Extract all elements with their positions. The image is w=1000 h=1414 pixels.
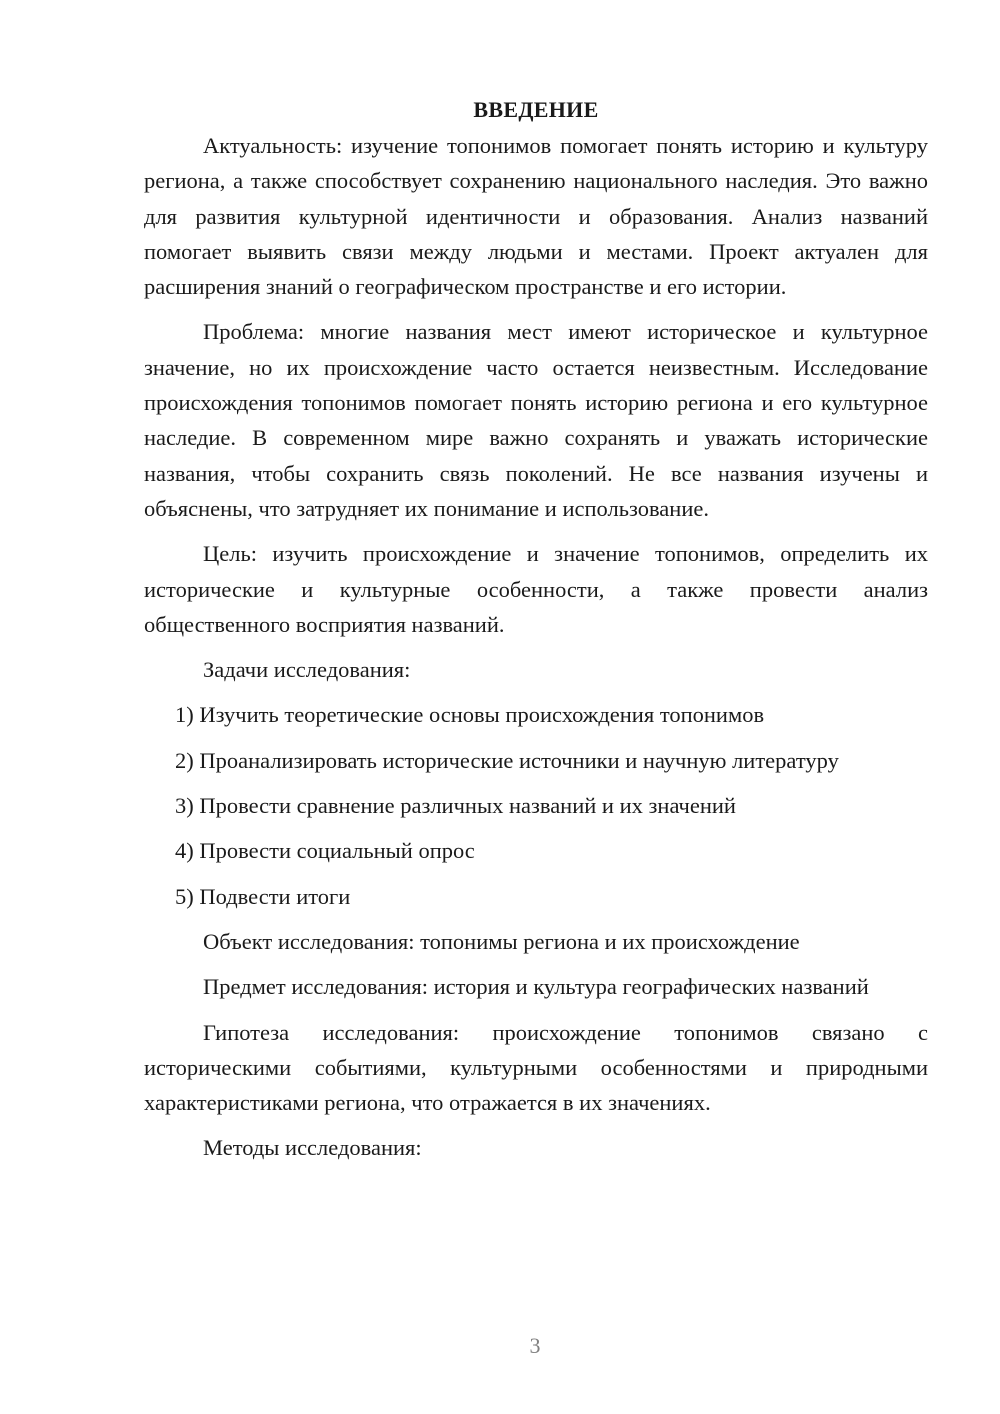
methods-heading: Методы исследования: — [203, 1135, 422, 1161]
document-page — [144, 92, 928, 1176]
subject-paragraph: Предмет исследования: история и культура географических названий — [203, 974, 869, 1000]
tasks-list — [144, 697, 928, 913]
section-title: ВВЕДЕНИЕ — [473, 97, 599, 122]
task-item: 2) Проанализировать исторические источники и научную литературу — [175, 747, 839, 773]
page-number: 3 — [529, 1333, 541, 1358]
problem-paragraph: Проблема: многие названия мест имеют историческое и культурное значение, но их происхождение часто остается неизвестным. Исследование происхождения топонимов помогает понять историю региона и его культурное наследие. В современном мире важно сохранять и уважать исторические названия, чтобы сохранить связь поколений. Не все названия изучены и объяснены, что затрудняет их понимание и использование. — [144, 319, 928, 521]
task-item: 3) Провести сравнение различных названий и их значений — [175, 793, 736, 819]
hypothesis-paragraph: Гипотеза исследования: происхождение топонимов связано с историческими событиями, культурными особенностями и природными характеристиками региона, что отражается в их значениях. — [144, 1019, 928, 1116]
task-item: 4) Провести социальный опрос — [175, 838, 475, 864]
relevance-paragraph: Актуальность: изучение топонимов помогает понять историю и культуру региона, а также способствует сохранению национального наследия. Это важно для развития культурной идентичности и образования. Анализ названий помогает выявить связи между людьми и местами. Проект актуален для расширения знаний о географическом пространстве и его истории. — [144, 133, 928, 300]
task-item: 1) Изучить теоретические основы происхождения топонимов — [175, 702, 765, 728]
goal-paragraph: Цель: изучить происхождение и значение топонимов, определить их исторические и культурные особенности, а также провести анализ общественного восприятия названий. — [144, 541, 928, 637]
tasks-heading: Задачи исследования: — [203, 657, 411, 683]
object-paragraph: Объект исследования: топонимы региона и их происхождение — [203, 928, 800, 954]
task-item: 5) Подвести итоги — [175, 883, 351, 909]
